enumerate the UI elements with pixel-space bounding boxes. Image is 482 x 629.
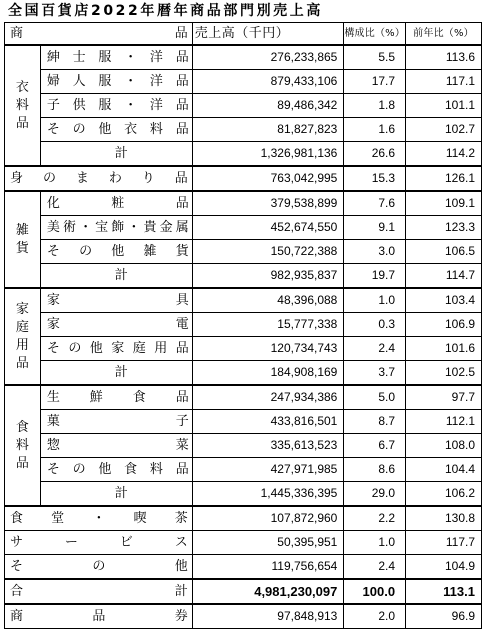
row-label: 子供服・洋品 (40, 94, 192, 118)
total-yoy: 113.1 (406, 579, 482, 604)
yoy-cell: 114.7 (406, 264, 482, 289)
table-row (5, 410, 482, 434)
yoy-cell: 106.9 (406, 313, 482, 337)
subtotal-label: 計 (40, 361, 192, 386)
yoy-cell: 96.9 (406, 604, 482, 629)
table-row (5, 385, 482, 410)
table-row (5, 118, 482, 142)
ratio-cell: 5.0 (344, 385, 406, 410)
row-label: 化粧品 (40, 191, 192, 216)
row-label: 菓子 (40, 410, 192, 434)
ratio-cell: 9.1 (344, 216, 406, 240)
yoy-cell: 103.4 (406, 288, 482, 313)
row-label: 惣菜 (40, 434, 192, 458)
total-label: 合計 (5, 579, 193, 604)
group-label-char: 料 (15, 97, 29, 113)
table-row (5, 458, 482, 482)
group-label (5, 45, 41, 166)
row-label: 美術・宝飾・貴金属 (40, 216, 192, 240)
group-label-char: 雑 (15, 222, 29, 238)
group-label (5, 385, 41, 506)
row-label: その他 (5, 555, 193, 580)
sales-cell: 119,756,654 (192, 555, 344, 580)
ratio-cell: 5.5 (344, 45, 406, 70)
yoy-cell: 102.7 (406, 118, 482, 142)
yoy-cell: 104.4 (406, 458, 482, 482)
sales-cell: 15,777,338 (192, 313, 344, 337)
table-row (5, 337, 482, 361)
yoy-cell: 104.9 (406, 555, 482, 580)
header-sales: 売上高（千円） (192, 23, 344, 46)
row-label: その他食料品 (40, 458, 192, 482)
sales-cell: 879,433,106 (192, 70, 344, 94)
table-row (5, 434, 482, 458)
group-label-char: 貨 (15, 240, 29, 256)
row-label: 家電 (40, 313, 192, 337)
sales-cell: 97,848,913 (192, 604, 344, 629)
sales-cell: 379,538,899 (192, 191, 344, 216)
yoy-cell: 113.6 (406, 45, 482, 70)
table-row (5, 313, 482, 337)
row-label: 婦人服・洋品 (40, 70, 192, 94)
yoy-cell: 106.2 (406, 482, 482, 507)
sales-cell: 48,396,088 (192, 288, 344, 313)
ratio-cell: 8.6 (344, 458, 406, 482)
yoy-cell: 106.5 (406, 240, 482, 264)
ratio-cell: 2.2 (344, 506, 406, 531)
sales-cell: 1,445,336,395 (192, 482, 344, 507)
group-label-char: 食 (15, 419, 29, 435)
table-row (5, 191, 482, 216)
sales-cell: 89,486,342 (192, 94, 344, 118)
sales-table-body (5, 23, 482, 629)
table-row (5, 70, 482, 94)
group-label-char: 品 (15, 355, 29, 371)
header-row (5, 23, 482, 46)
ratio-cell: 19.7 (344, 264, 406, 289)
subtotal-row (5, 482, 482, 507)
sales-cell: 427,971,985 (192, 458, 344, 482)
ratio-cell: 2.4 (344, 337, 406, 361)
group-label-char: 品 (15, 115, 29, 131)
yoy-cell: 102.5 (406, 361, 482, 386)
ratio-cell: 1.0 (344, 531, 406, 555)
sales-table (4, 22, 482, 629)
row-label: 食堂・喫茶 (5, 506, 193, 531)
yoy-cell: 130.8 (406, 506, 482, 531)
ratio-cell: 1.0 (344, 288, 406, 313)
ratio-cell: 8.7 (344, 410, 406, 434)
sales-cell: 452,674,550 (192, 216, 344, 240)
header-yoy: 前年比（%） (406, 23, 482, 46)
table-row (5, 555, 482, 580)
table-row (5, 506, 482, 531)
gift-row (5, 604, 482, 629)
total-row (5, 579, 482, 604)
group-label (5, 288, 41, 385)
sales-cell: 81,827,823 (192, 118, 344, 142)
total-ratio: 100.0 (344, 579, 406, 604)
row-label: 生鮮食品 (40, 385, 192, 410)
group-label-char: 家 (15, 301, 29, 317)
page-title: 全国百貨店2022年暦年商品部門別売上高 (8, 3, 323, 19)
subtotal-row (5, 142, 482, 167)
sales-cell: 107,872,960 (192, 506, 344, 531)
group-label (5, 191, 41, 288)
ratio-cell: 26.6 (344, 142, 406, 167)
ratio-cell: 17.7 (344, 70, 406, 94)
subtotal-row (5, 264, 482, 289)
yoy-cell: 101.1 (406, 94, 482, 118)
total-sales: 4,981,230,097 (192, 579, 344, 604)
table-row (5, 531, 482, 555)
group-label-char: 衣 (15, 79, 29, 95)
subtotal-label: 計 (40, 142, 192, 167)
ratio-cell: 2.4 (344, 555, 406, 580)
ratio-cell: 2.0 (344, 604, 406, 629)
ratio-cell: 3.7 (344, 361, 406, 386)
group-label-char: 庭 (15, 319, 29, 335)
row-label: その他衣料品 (40, 118, 192, 142)
row-label: サービス (5, 531, 193, 555)
yoy-cell: 108.0 (406, 434, 482, 458)
sales-cell: 120,734,743 (192, 337, 344, 361)
sales-cell: 184,908,169 (192, 361, 344, 386)
sales-cell: 433,816,501 (192, 410, 344, 434)
yoy-cell: 112.1 (406, 410, 482, 434)
sales-cell: 982,935,837 (192, 264, 344, 289)
yoy-cell: 117.1 (406, 70, 482, 94)
row-label: その他家庭用品 (40, 337, 192, 361)
sales-cell: 247,934,386 (192, 385, 344, 410)
table-row (5, 240, 482, 264)
header-item: 商品 (5, 23, 193, 46)
subtotal-label: 計 (40, 264, 192, 289)
ratio-cell: 0.3 (344, 313, 406, 337)
sales-cell: 335,613,523 (192, 434, 344, 458)
group-label-char: 用 (15, 337, 29, 353)
table-row (5, 45, 482, 70)
gift-label: 商品券 (5, 604, 193, 629)
sales-cell: 150,722,388 (192, 240, 344, 264)
yoy-cell: 109.1 (406, 191, 482, 216)
ratio-cell: 1.8 (344, 94, 406, 118)
row-label: 紳士服・洋品 (40, 45, 192, 70)
ratio-cell: 7.6 (344, 191, 406, 216)
sales-cell: 763,042,995 (192, 166, 344, 191)
yoy-cell: 126.1 (406, 166, 482, 191)
ratio-cell: 1.6 (344, 118, 406, 142)
yoy-cell: 97.7 (406, 385, 482, 410)
row-label: 身のまわり品 (5, 166, 193, 191)
yoy-cell: 123.3 (406, 216, 482, 240)
yoy-cell: 114.2 (406, 142, 482, 167)
yoy-cell: 117.7 (406, 531, 482, 555)
ratio-cell: 15.3 (344, 166, 406, 191)
row-label: 家具 (40, 288, 192, 313)
ratio-cell: 29.0 (344, 482, 406, 507)
sales-cell: 276,233,865 (192, 45, 344, 70)
table-row (5, 288, 482, 313)
sales-cell: 50,395,951 (192, 531, 344, 555)
ratio-cell: 6.7 (344, 434, 406, 458)
group-label-char: 料 (15, 437, 29, 453)
ratio-cell: 3.0 (344, 240, 406, 264)
yoy-cell: 101.6 (406, 337, 482, 361)
sales-cell: 1,326,981,136 (192, 142, 344, 167)
table-row (5, 94, 482, 118)
group-label-char: 品 (15, 455, 29, 471)
subtotal-row (5, 361, 482, 386)
row-label: その他雑貨 (40, 240, 192, 264)
subtotal-label: 計 (40, 482, 192, 507)
table-row (5, 166, 482, 191)
table-row (5, 216, 482, 240)
header-ratio: 構成比（%） (344, 23, 406, 46)
